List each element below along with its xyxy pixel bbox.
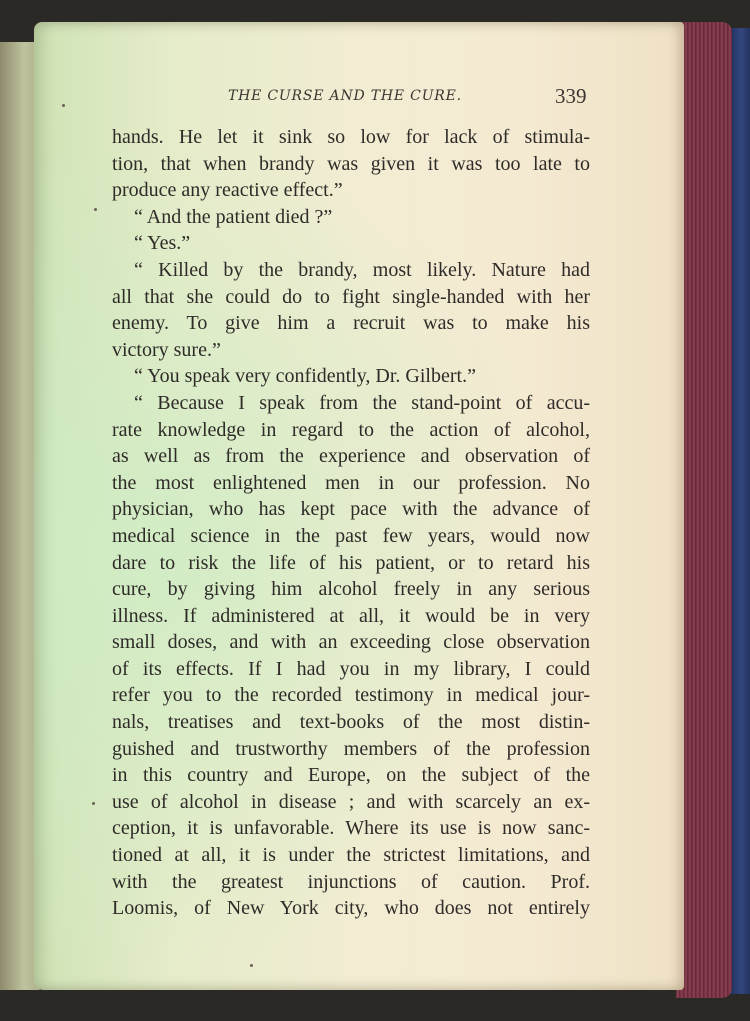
text-line: in this country and Europe, on the subject of the: [112, 764, 590, 787]
text-line: medical science in the past few years, would now: [112, 524, 590, 547]
paper-speck: [92, 802, 95, 805]
paper-speck: [62, 104, 65, 107]
page-number: 339: [555, 84, 587, 108]
text-line: ception, it is unfavorable. Where its use is now sanc-: [112, 817, 590, 840]
text-line: “ Yes.”: [134, 232, 191, 255]
book-page: [34, 22, 684, 990]
running-header: [34, 86, 684, 114]
text-line: guished and trustworthy members of the profession: [112, 737, 590, 760]
running-title: THE CURSE AND THE CURE.: [228, 88, 462, 104]
paper-speck: [250, 964, 253, 967]
text-line: tioned at all, it is under the strictest limitations, and: [112, 844, 590, 867]
text-line: as well as from the experience and observation of: [112, 445, 590, 468]
text-line: “ Because I speak from the stand-point of accu-: [134, 391, 590, 414]
text-line: refer you to the recorded testimony in medical jour-: [112, 684, 590, 707]
text-line: use of alcohol in disease ; and with scarcely an ex-: [112, 790, 590, 813]
body-text: [112, 124, 590, 922]
text-line: nals, treatises and text-books of the most distin-: [112, 711, 590, 734]
text-line: enemy. To give him a recruit was to make his: [112, 312, 590, 335]
text-line: victory sure.”: [112, 338, 221, 361]
text-line: “ You speak very confidently, Dr. Gilbert.”: [134, 365, 476, 388]
text-line: produce any reactive effect.”: [112, 179, 343, 202]
text-line: Loomis, of New York city, who does not entirely: [112, 897, 590, 920]
text-line: of its effects. If I had you in my library, I could: [112, 657, 590, 680]
text-line: dare to risk the life of his patient, or to retard his: [112, 551, 590, 574]
text-line: tion, that when brandy was given it was too late to: [112, 152, 590, 175]
text-line: “ And the patient died ?”: [134, 205, 333, 228]
text-line: small doses, and with an exceeding close observation: [112, 631, 590, 654]
text-line: physician, who has kept pace with the advance of: [112, 498, 590, 521]
text-line: cure, by giving him alcohol freely in any serious: [112, 578, 590, 601]
text-line: “ Killed by the brandy, most likely. Nature had: [134, 258, 590, 281]
text-line: rate knowledge in regard to the action of alcohol,: [112, 418, 590, 441]
text-line: illness. If administered at all, it would be in very: [112, 604, 590, 627]
text-line: the most enlightened men in our profession. No: [112, 471, 590, 494]
paper-speck: [94, 208, 97, 211]
text-line: all that she could do to fight single-handed with her: [112, 285, 590, 308]
page-stack-edges: [676, 22, 732, 998]
text-line: hands. He let it sink so low for lack of stimula-: [112, 126, 590, 148]
text-line: with the greatest injunctions of caution. Prof.: [112, 870, 590, 893]
